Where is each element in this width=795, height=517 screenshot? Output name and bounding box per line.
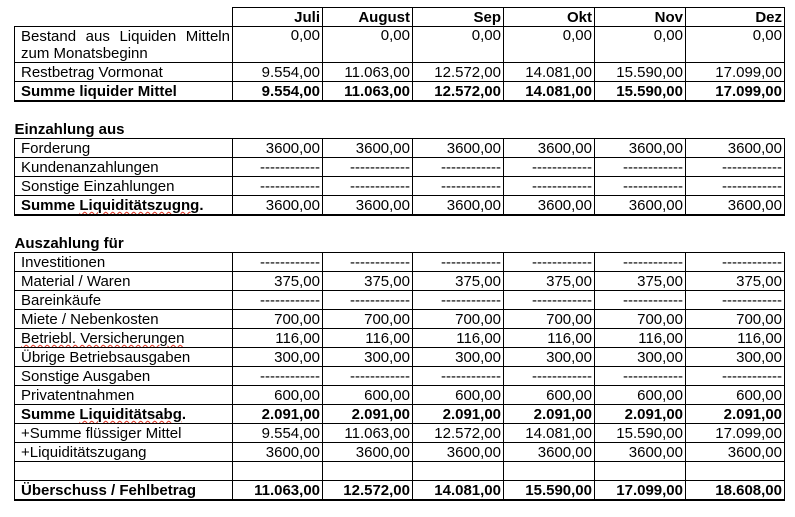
month-header: Dez	[686, 8, 785, 27]
row-label: Forderung	[15, 139, 233, 158]
cell: 9.554,00	[233, 82, 323, 102]
label-part: Summe	[21, 406, 80, 423]
auszahlung-row	[15, 272, 785, 291]
empty-cell	[15, 462, 233, 481]
cell: 116,00	[595, 329, 686, 348]
spacer-row	[15, 215, 785, 234]
cell: 3600,00	[233, 196, 323, 216]
cell: 17.099,00	[686, 424, 785, 443]
cell: 3600,00	[504, 443, 595, 462]
cell: 3600,00	[595, 196, 686, 216]
cell: 3600,00	[323, 139, 413, 158]
row-label: Material / Waren	[15, 272, 233, 291]
cell: 700,00	[233, 310, 323, 329]
auszahlung-row	[15, 348, 785, 367]
row-label: +Liquiditätszugang	[15, 443, 233, 462]
auszahlung-row	[15, 291, 785, 310]
cell: ------------	[233, 367, 323, 386]
row-label: Kundenanzahlungen	[15, 158, 233, 177]
month-header: Sep	[413, 8, 504, 27]
cell: ------------	[504, 291, 595, 310]
cell: 3600,00	[413, 196, 504, 216]
month-header: Juli	[233, 8, 323, 27]
row-label: Bestand aus Liquiden Mitteln zum Monatsbeginn	[15, 27, 233, 63]
cell: 2.091,00	[413, 405, 504, 424]
empty-cell	[686, 462, 785, 481]
empty-cell	[233, 462, 323, 481]
row-label: Restbetrag Vormonat	[15, 63, 233, 82]
cell: 300,00	[413, 348, 504, 367]
cell: ------------	[413, 158, 504, 177]
cell: 2.091,00	[504, 405, 595, 424]
cell: 0,00	[413, 27, 504, 63]
cell: 3600,00	[233, 139, 323, 158]
cell: 12.572,00	[413, 63, 504, 82]
label-part-spellcheck: Liquiditätszugng	[79, 197, 200, 214]
cell: 0,00	[323, 27, 413, 63]
cell: 17.099,00	[686, 63, 785, 82]
cell: 3600,00	[686, 139, 785, 158]
cell: ------------	[323, 253, 413, 272]
cell: 14.081,00	[413, 481, 504, 501]
empty-cell	[504, 462, 595, 481]
cell: ------------	[504, 177, 595, 196]
cell: ------------	[504, 367, 595, 386]
cell: ------------	[595, 291, 686, 310]
cell: 3600,00	[413, 443, 504, 462]
row-label	[15, 329, 233, 348]
cell: 15.590,00	[595, 82, 686, 102]
cell: 600,00	[413, 386, 504, 405]
label-part: .	[181, 406, 187, 423]
cell: ------------	[595, 158, 686, 177]
cell: 700,00	[323, 310, 413, 329]
cell: ------------	[233, 291, 323, 310]
cell: 0,00	[233, 27, 323, 63]
liquidity-plan-table	[14, 7, 785, 501]
cell: 12.572,00	[413, 424, 504, 443]
spacer-row	[15, 101, 785, 120]
cell: ------------	[233, 158, 323, 177]
summe-liquiditaetszugang-row	[15, 196, 785, 216]
row-label: Privatentnahmen	[15, 386, 233, 405]
empty-cell	[413, 462, 504, 481]
row-label: Investitionen	[15, 253, 233, 272]
cell: 600,00	[504, 386, 595, 405]
cell: 116,00	[686, 329, 785, 348]
auszahlung-row	[15, 367, 785, 386]
bestand-row	[15, 27, 785, 63]
cell: 12.572,00	[413, 82, 504, 102]
einzahlung-row	[15, 158, 785, 177]
cell: 9.554,00	[233, 63, 323, 82]
cell: 2.091,00	[233, 405, 323, 424]
cell: 3600,00	[323, 443, 413, 462]
cell: 375,00	[323, 272, 413, 291]
cell: ------------	[595, 177, 686, 196]
cell: 600,00	[233, 386, 323, 405]
empty-cell	[323, 462, 413, 481]
cell: 11.063,00	[323, 63, 413, 82]
cell: 15.590,00	[595, 424, 686, 443]
cell: 116,00	[233, 329, 323, 348]
cell: 2.091,00	[595, 405, 686, 424]
cell: 700,00	[413, 310, 504, 329]
auszahlung-row	[15, 253, 785, 272]
cell: ------------	[504, 158, 595, 177]
summe-liquiditaetsabgang-row	[15, 405, 785, 424]
cell: 116,00	[504, 329, 595, 348]
cell: 3600,00	[233, 443, 323, 462]
cell: 3600,00	[504, 196, 595, 216]
cell: 3600,00	[686, 443, 785, 462]
cell: 12.572,00	[323, 481, 413, 501]
cell: 0,00	[504, 27, 595, 63]
cell: 375,00	[413, 272, 504, 291]
label-part: Summe	[21, 197, 80, 214]
cell: 600,00	[323, 386, 413, 405]
einzahlung-row	[15, 139, 785, 158]
row-label: Übrige Betriebsausgaben	[15, 348, 233, 367]
cell: 3600,00	[686, 196, 785, 216]
cell: 2.091,00	[686, 405, 785, 424]
section-title: Auszahlung für	[14, 235, 124, 252]
cell: 17.099,00	[686, 82, 785, 102]
cell: 116,00	[413, 329, 504, 348]
label-part-spellcheck: Betriebl. Versicherungen	[21, 330, 185, 347]
cell: 0,00	[686, 27, 785, 63]
cell: ------------	[413, 177, 504, 196]
auszahlung-row	[15, 329, 785, 348]
cell: ------------	[686, 158, 785, 177]
cell: 2.091,00	[323, 405, 413, 424]
cell: 3600,00	[323, 196, 413, 216]
einzahlung-row	[15, 177, 785, 196]
cell: ------------	[323, 367, 413, 386]
cell: 375,00	[595, 272, 686, 291]
row-label: Sonstige Einzahlungen	[15, 177, 233, 196]
cell: 3600,00	[413, 139, 504, 158]
cell: 17.099,00	[595, 481, 686, 501]
cell: 700,00	[686, 310, 785, 329]
cell: ------------	[413, 253, 504, 272]
cell: 700,00	[504, 310, 595, 329]
auszahlung-row	[15, 310, 785, 329]
row-label	[15, 405, 233, 424]
cell: ------------	[686, 291, 785, 310]
cell: 700,00	[595, 310, 686, 329]
cell: 9.554,00	[233, 424, 323, 443]
restbetrag-row	[15, 63, 785, 82]
cell: 11.063,00	[323, 424, 413, 443]
cell: ------------	[323, 177, 413, 196]
section-row	[15, 234, 785, 253]
row-label: Summe liquider Mittel	[15, 82, 233, 102]
cell: 300,00	[504, 348, 595, 367]
cell: ------------	[686, 177, 785, 196]
cell: 11.063,00	[233, 481, 323, 501]
cell: ------------	[686, 253, 785, 272]
cell: 375,00	[504, 272, 595, 291]
cell: 300,00	[233, 348, 323, 367]
cell: ------------	[413, 367, 504, 386]
cell: 18.608,00	[686, 481, 785, 501]
label-part: .	[199, 197, 204, 214]
row-label: Bareinkäufe	[15, 291, 233, 310]
auszahlung-row	[15, 386, 785, 405]
cell: ------------	[595, 253, 686, 272]
cell: 14.081,00	[504, 63, 595, 82]
section-title: Einzahlung aus	[14, 121, 125, 138]
cell: 15.590,00	[504, 481, 595, 501]
cell: ------------	[595, 367, 686, 386]
cell: ------------	[323, 158, 413, 177]
row-label: Überschuss / Fehlbetrag	[15, 481, 233, 501]
row-label: +Summe flüssiger Mittel	[15, 424, 233, 443]
cell: ------------	[233, 253, 323, 272]
empty-row	[15, 462, 785, 481]
cell: 600,00	[595, 386, 686, 405]
cell: 375,00	[233, 272, 323, 291]
cell: 3600,00	[504, 139, 595, 158]
cell: 600,00	[686, 386, 785, 405]
ueberschuss-fehlbetrag-row	[15, 481, 785, 501]
row-label: Miete / Nebenkosten	[15, 310, 233, 329]
header-empty-cell	[15, 8, 233, 27]
cell: 0,00	[595, 27, 686, 63]
cell: ------------	[233, 177, 323, 196]
cell: 116,00	[323, 329, 413, 348]
cell: 14.081,00	[504, 424, 595, 443]
row-label	[15, 196, 233, 216]
cell: 300,00	[595, 348, 686, 367]
cell: 375,00	[686, 272, 785, 291]
cell: ------------	[323, 291, 413, 310]
empty-cell	[595, 462, 686, 481]
cell: 15.590,00	[595, 63, 686, 82]
cell: ------------	[504, 253, 595, 272]
month-header: Okt	[504, 8, 595, 27]
label-part-spellcheck: Liquiditätsabg	[79, 406, 182, 423]
cell: 3600,00	[595, 443, 686, 462]
summe-liquider-mittel-row	[15, 82, 785, 102]
cell: 11.063,00	[323, 82, 413, 102]
row-label: Sonstige Ausgaben	[15, 367, 233, 386]
cell: 3600,00	[595, 139, 686, 158]
cell: ------------	[686, 367, 785, 386]
cell: ------------	[413, 291, 504, 310]
month-header: August	[323, 8, 413, 27]
header-row	[15, 8, 785, 27]
month-header: Nov	[595, 8, 686, 27]
liquiditaetszugang-row	[15, 443, 785, 462]
cell: 300,00	[686, 348, 785, 367]
cell: 300,00	[323, 348, 413, 367]
section-row	[15, 120, 785, 139]
cell: 14.081,00	[504, 82, 595, 102]
summe-fluessiger-mittel-row	[15, 424, 785, 443]
